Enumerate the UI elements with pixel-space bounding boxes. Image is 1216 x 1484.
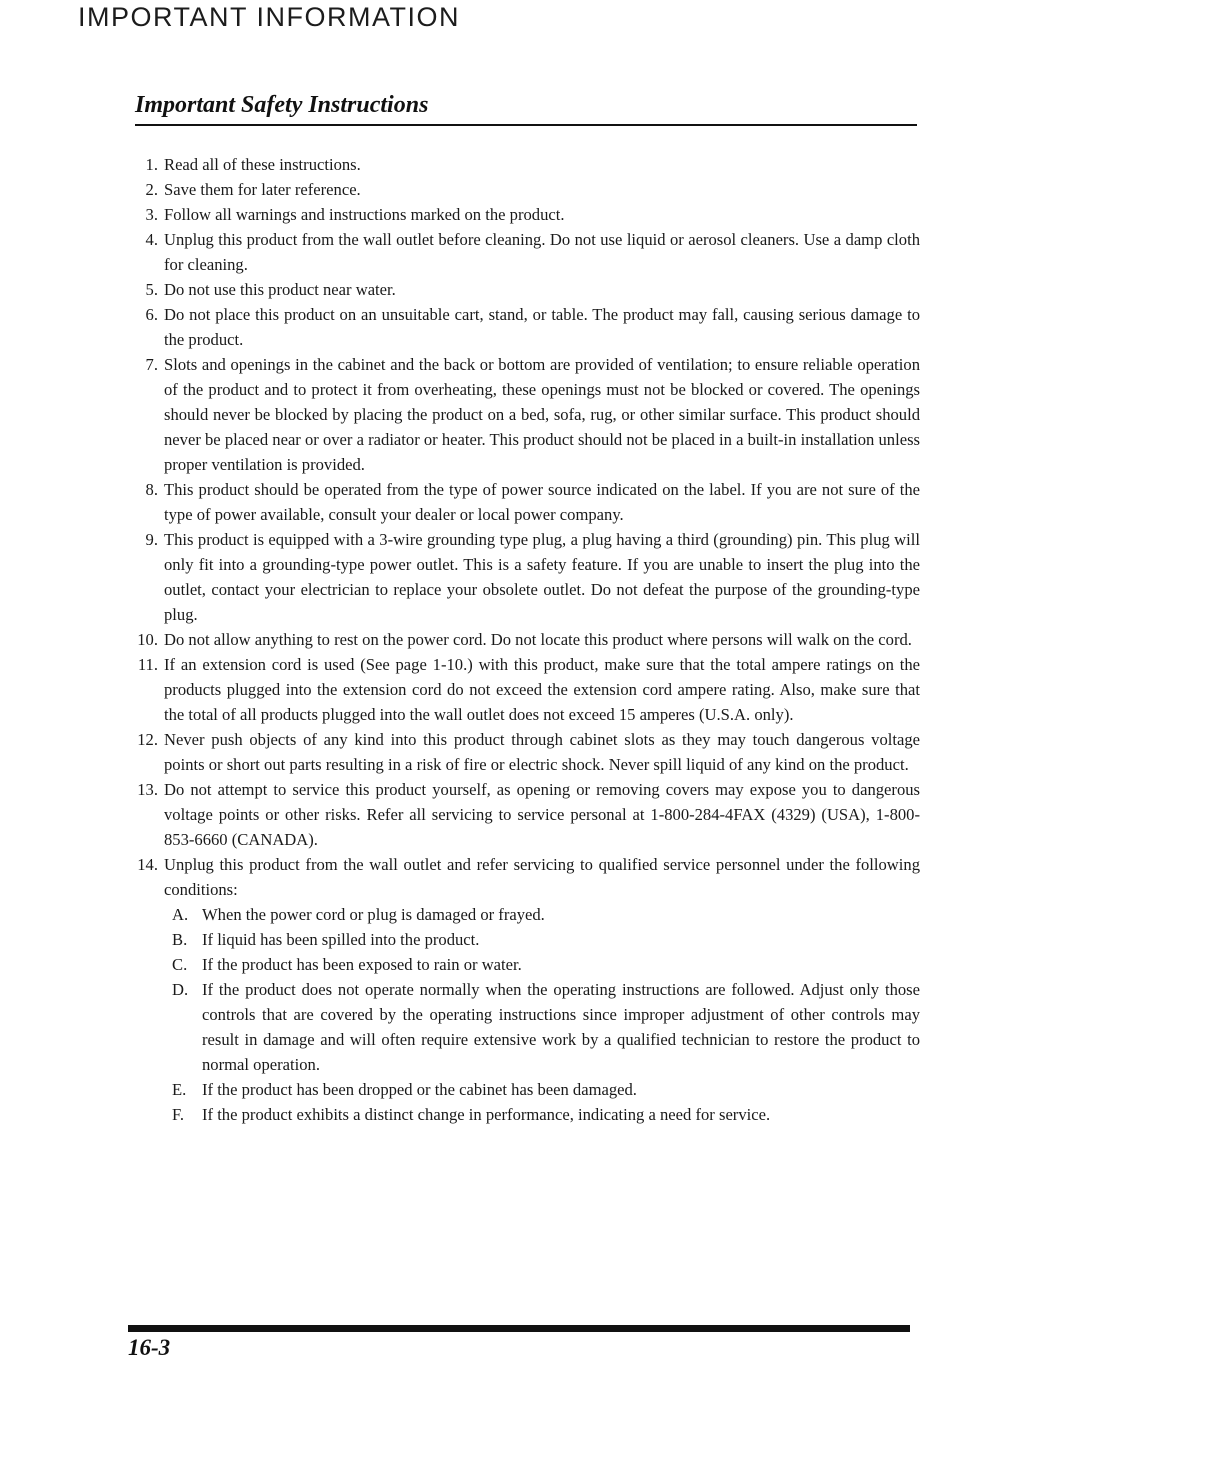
instruction-number: 11. bbox=[137, 655, 158, 674]
instruction-number: 8. bbox=[145, 480, 158, 499]
instruction-text: Never push objects of any kind into this product through cabinet slots as they may touch dangerous voltage points or short out parts resulting in a risk of fire or electric shock. Never spill liquid of any kind on the product. bbox=[164, 730, 920, 774]
instruction-text: Unplug this product from the wall outlet before cleaning. Do not use liquid or aerosol cleaners. Use a damp cloth for cleaning. bbox=[164, 230, 920, 274]
instruction-item bbox=[127, 302, 920, 352]
instruction-item bbox=[127, 627, 920, 652]
footer-rule bbox=[128, 1325, 910, 1332]
instruction-text: Do not place this product on an unsuitable cart, stand, or table. The product may fall, causing serious damage to the product. bbox=[164, 305, 920, 349]
condition-item bbox=[172, 977, 920, 1077]
instruction-item bbox=[127, 652, 920, 727]
instruction-text: Do not use this product near water. bbox=[164, 280, 396, 299]
instruction-number: 3. bbox=[145, 205, 158, 224]
condition-text: If the product exhibits a distinct change in performance, indicating a need for service. bbox=[202, 1105, 771, 1124]
condition-item bbox=[172, 927, 920, 952]
condition-item bbox=[172, 1102, 920, 1127]
instruction-item bbox=[127, 352, 920, 477]
condition-item bbox=[172, 902, 920, 927]
instruction-item bbox=[127, 277, 920, 302]
running-header: IMPORTANT INFORMATION bbox=[78, 2, 460, 32]
section-title: Important Safety Instructions bbox=[135, 92, 429, 118]
instruction-text: Save them for later reference. bbox=[164, 180, 361, 199]
instruction-item bbox=[127, 477, 920, 527]
title-rule bbox=[135, 124, 917, 126]
instruction-number: 1. bbox=[145, 155, 158, 174]
condition-letter: A. bbox=[172, 905, 189, 924]
instruction-text: Do not attempt to service this product yourself, as opening or removing covers may expose you to dangerous voltage points or other risks. Refer all servicing to service personal at 1-800-284-4FAX (4329) (USA), 1-800-853-6660 (CANADA). bbox=[164, 780, 920, 849]
instruction-number: 10. bbox=[137, 630, 158, 649]
instruction-text: Slots and openings in the cabinet and the back or bottom are provided of ventilation; to ensure reliable operation of the product and to protect it from overheating, these openings must not be blocked or covered. The openings should never be blocked by placing the product on a bed, sofa, rug, or other similar surface. This product should never be placed near or over a radiator or heater. This product should not be placed in a built-in installation unless proper ventilation is provided. bbox=[164, 355, 920, 474]
page-number: 16-3 bbox=[128, 1335, 171, 1360]
instruction-text: Read all of these instructions. bbox=[164, 155, 361, 174]
instruction-number: 14. bbox=[137, 855, 158, 874]
instruction-item bbox=[127, 852, 920, 1127]
condition-text: If the product has been dropped or the cabinet has been damaged. bbox=[202, 1080, 637, 1099]
instruction-text: Unplug this product from the wall outlet and refer servicing to qualified service personnel under the following conditions: bbox=[164, 855, 920, 899]
condition-letter: C. bbox=[172, 955, 188, 974]
instruction-item bbox=[127, 227, 920, 277]
instruction-text: This product is equipped with a 3-wire grounding type plug, a plug having a third (grounding) pin. This plug will only fit into a grounding-type power outlet. This is a safety feature. If you are unable to insert the plug into the outlet, contact your electrician to replace your obsolete outlet. Do not defeat the purpose of the grounding-type plug. bbox=[164, 530, 920, 624]
instruction-text: Do not allow anything to rest on the power cord. Do not locate this product where persons will walk on the cord. bbox=[164, 630, 912, 649]
instruction-number: 13. bbox=[137, 780, 158, 799]
instruction-body bbox=[164, 852, 920, 1127]
condition-letter: E. bbox=[172, 1080, 187, 1099]
condition-item bbox=[172, 1077, 920, 1102]
condition-text: If the product does not operate normally when the operating instructions are followed. Adjust only those controls that are covered by the operating instructions since improper adjustment of other controls may result in damage and will often require extensive work by a qualified technician to restore the product to normal operation. bbox=[202, 980, 920, 1074]
instruction-number: 7. bbox=[145, 355, 158, 374]
instruction-number: 5. bbox=[145, 280, 158, 299]
instruction-number: 12. bbox=[137, 730, 158, 749]
condition-letter: D. bbox=[172, 980, 189, 999]
instruction-item bbox=[127, 177, 920, 202]
condition-text: When the power cord or plug is damaged or frayed. bbox=[202, 905, 545, 924]
instructions-list bbox=[127, 152, 920, 1127]
instruction-number: 9. bbox=[145, 530, 158, 549]
conditions-list bbox=[164, 902, 920, 1127]
condition-letter: F. bbox=[172, 1105, 185, 1124]
condition-letter: B. bbox=[172, 930, 188, 949]
instruction-number: 6. bbox=[145, 305, 158, 324]
condition-text: If the product has been exposed to rain or water. bbox=[202, 955, 522, 974]
instruction-text: This product should be operated from the type of power source indicated on the label. If you are not sure of the type of power available, consult your dealer or local power company. bbox=[164, 480, 920, 524]
instruction-item bbox=[127, 777, 920, 852]
instruction-item bbox=[127, 727, 920, 777]
instruction-item bbox=[127, 152, 920, 177]
instruction-item bbox=[127, 202, 920, 227]
instruction-text: Follow all warnings and instructions marked on the product. bbox=[164, 205, 565, 224]
condition-item bbox=[172, 952, 920, 977]
instruction-item bbox=[127, 527, 920, 627]
condition-text: If liquid has been spilled into the product. bbox=[202, 930, 480, 949]
instruction-number: 4. bbox=[145, 230, 158, 249]
instruction-text: If an extension cord is used (See page 1-10.) with this product, make sure that the total ampere ratings on the products plugged into the extension cord do not exceed the extension cord ampere rating. Also, make sure that the total of all products plugged into the wall outlet does not exceed 15 amperes (U.S.A. only). bbox=[164, 655, 920, 724]
instruction-number: 2. bbox=[145, 180, 158, 199]
